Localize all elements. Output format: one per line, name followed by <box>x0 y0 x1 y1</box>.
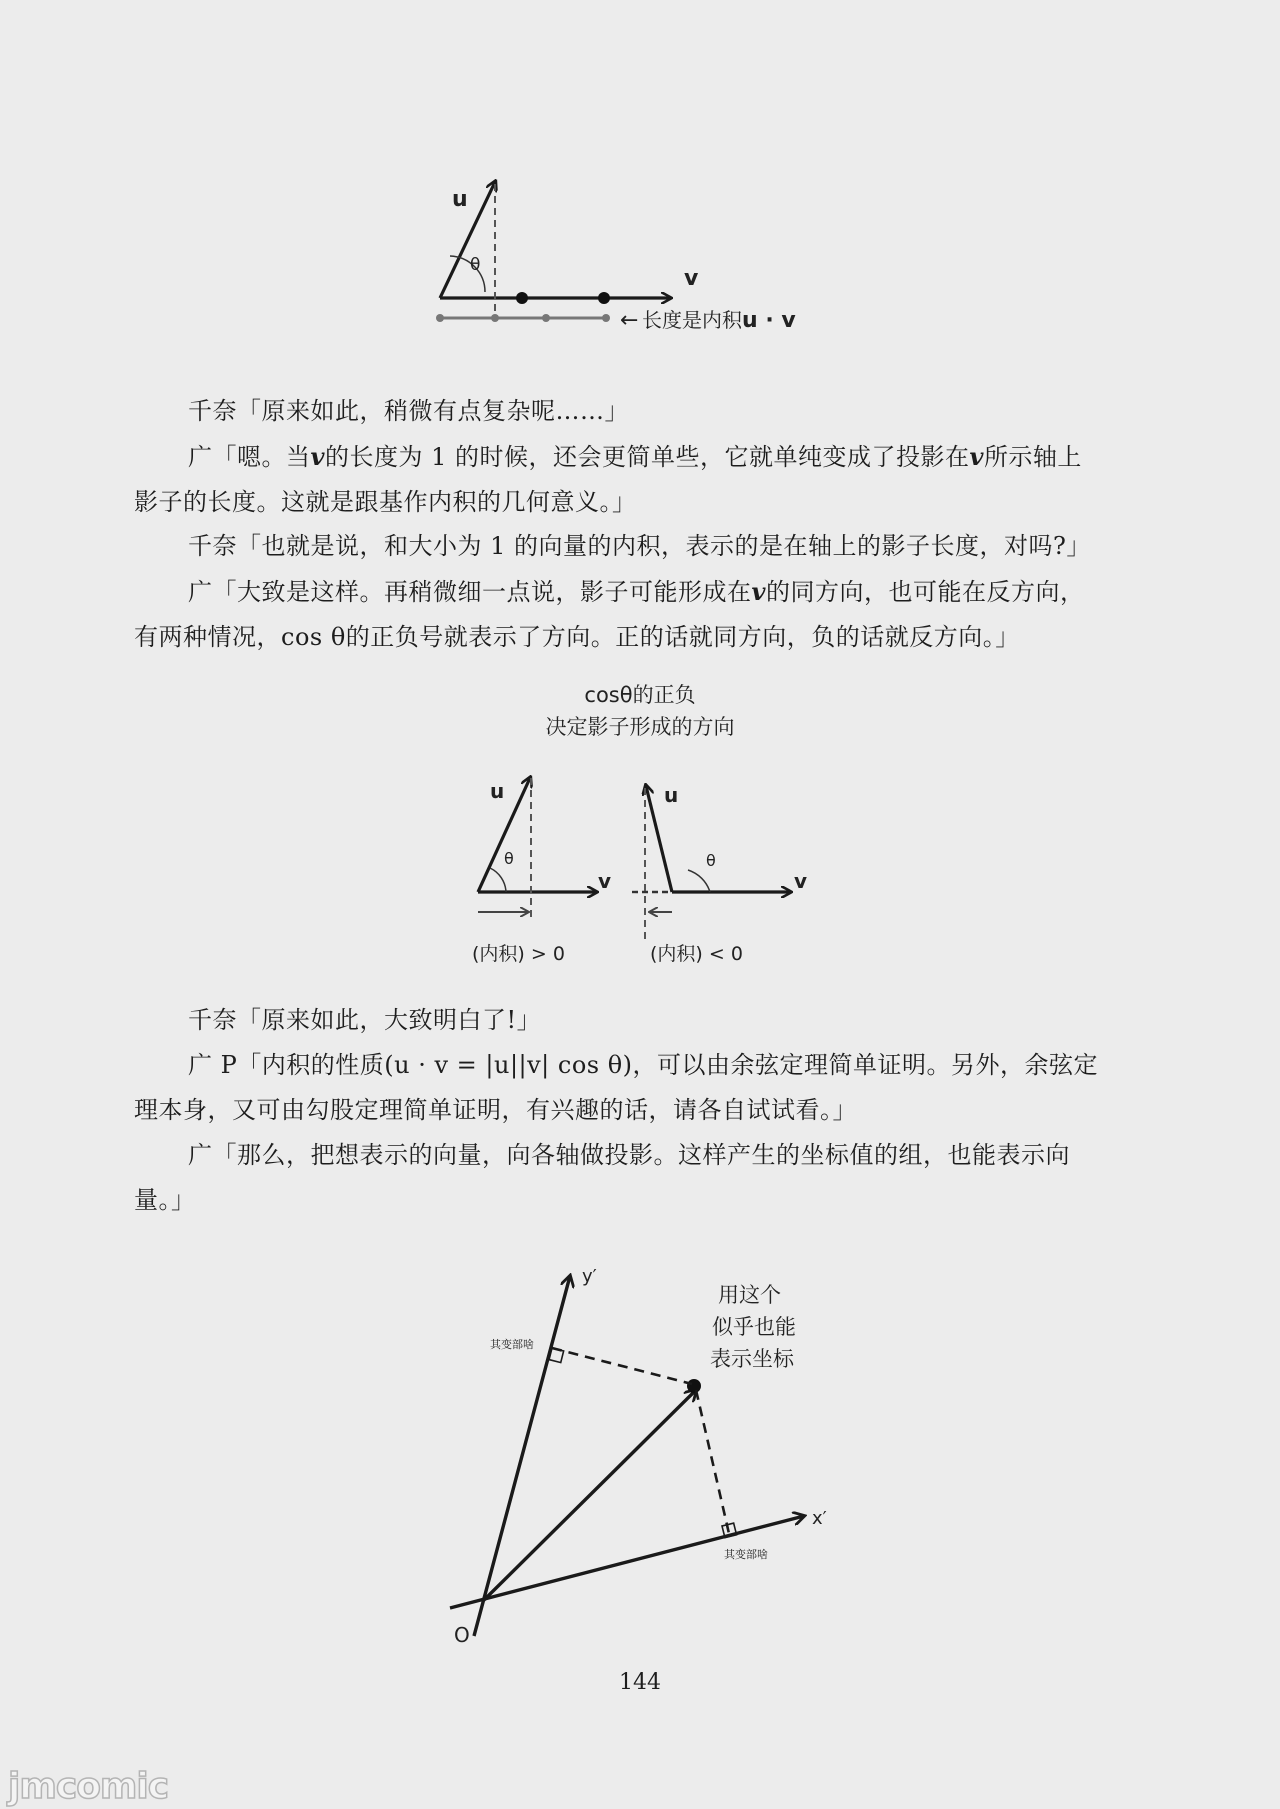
watermark-logo: jmcomic <box>8 1766 169 1807</box>
right-theta-label: θ <box>706 851 716 870</box>
x-prime-label: x′ <box>812 1508 827 1529</box>
caption-formula: u · v <box>742 308 796 333</box>
u-label: u <box>452 187 468 212</box>
y-prime-label: y′ <box>582 1266 597 1287</box>
right-u-label: u <box>664 783 679 807</box>
figure-title-line1: cosθ的正负 <box>584 683 696 707</box>
position-vector <box>484 1390 696 1600</box>
speaker-label: 千奈 <box>188 1006 237 1034</box>
v-label: v <box>684 266 699 291</box>
sign-figure <box>460 678 820 978</box>
caption-text: 长度是内积 <box>642 308 742 332</box>
figure-title-line2: 决定影子形成的方向 <box>545 715 735 739</box>
speaker-label: 千奈 <box>188 397 237 425</box>
projection-diagram <box>430 170 870 340</box>
left-v-label: v <box>598 869 612 893</box>
coordinate-diagram <box>440 1260 860 1650</box>
dialogue-line-1 <box>134 389 1146 434</box>
dialogue-line-7: 广「那么，把想表示的向量，向各轴做投影。这样产生的坐标值的组，也能表示向 量。」 <box>134 1141 1070 1214</box>
vector-v-symbol: v <box>310 442 325 471</box>
x-tick-label: 其变部啥 <box>724 1548 768 1561</box>
dialogue-line-4: 广「大致是这样。再稍微细一点说，影子可能形成在v的同方向，也可能在反方向， 有两种情况，cos θ的正负号就表示了方向。正的话就同方向，负的话就反方向。」 <box>134 577 1085 651</box>
target-point <box>687 1379 701 1393</box>
y-tick-label: 其变部啥 <box>490 1338 534 1351</box>
dashed-to-x <box>696 1390 730 1538</box>
left-u-label: u <box>490 779 505 803</box>
dialogue-text: 「也就是说，和大小为 1 的向量的内积，表示的是在轴上的影子长度，对吗?」 <box>237 532 1091 560</box>
dashed-to-y <box>552 1348 692 1384</box>
sign-diagram <box>460 678 820 978</box>
point-1 <box>516 292 528 304</box>
right-angle-arc <box>688 870 710 892</box>
projection-figure <box>430 170 870 340</box>
origin-label: O <box>454 1623 470 1647</box>
speaker-label: 广 P <box>188 1051 238 1079</box>
right-caption: (内积) < 0 <box>650 943 743 965</box>
dialogue-line-2: 广「嗯。当v的长度为 1 的时候，还会更简单些，它就单纯变成了投影在v所示轴上 影子的长度。这就是跟基作内积的几何意义。」 <box>134 442 1082 516</box>
left-caption: (内积) > 0 <box>472 943 565 965</box>
page-number: 144 <box>619 1670 661 1695</box>
speaker-label: 广 <box>188 443 213 471</box>
speaker-label: 广 <box>188 578 213 606</box>
left-theta-label: θ <box>504 849 514 868</box>
vector-v-symbol: v <box>969 442 984 471</box>
coordinate-figure <box>440 1260 860 1650</box>
note-line1: 用这个 <box>718 1283 781 1307</box>
right-v-label: v <box>794 869 808 893</box>
dialogue-text: 「原来如此，大致明白了!」 <box>237 1006 542 1034</box>
dialogue-line-5 <box>134 998 1146 1043</box>
caption-arrow: ← <box>620 308 639 333</box>
note-line3: 表示坐标 <box>710 1347 794 1371</box>
speaker-label: 广 <box>188 1141 213 1169</box>
note-line2: 似乎也能 <box>712 1315 796 1339</box>
speaker-label: 千奈 <box>188 532 237 560</box>
dialogue-text: 「原来如此，稍微有点复杂呢……」 <box>237 397 629 425</box>
left-angle-arc <box>490 868 506 892</box>
theta-label: θ <box>470 255 481 275</box>
dialogue-line-6: 广 P「内积的性质(u · v = |u||v| cos θ)，可以由余弦定理简单证明。另外，余弦定 理本身，又可由勾股定理简单证明，有兴趣的话，请各自试试看。」 <box>134 1051 1099 1124</box>
point-2 <box>598 292 610 304</box>
dialogue-line-3 <box>134 524 1146 569</box>
vector-v-symbol: v <box>751 577 766 606</box>
